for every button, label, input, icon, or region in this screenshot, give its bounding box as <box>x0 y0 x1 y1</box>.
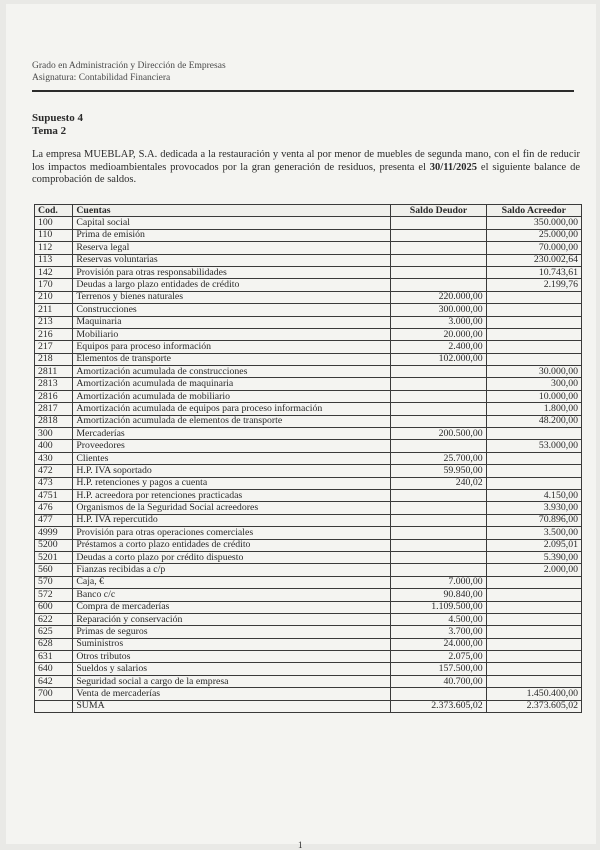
row-credit: 2.095,01 <box>486 539 581 551</box>
row-account: Mercaderías <box>73 428 391 440</box>
row-account: Clientes <box>73 452 391 464</box>
row-credit: 3.500,00 <box>486 527 581 539</box>
row-credit: 1.800,00 <box>486 403 581 415</box>
row-account: H.P. IVA soportado <box>73 465 391 477</box>
row-debit: 102.000,00 <box>391 353 486 365</box>
row-code: 625 <box>35 626 73 638</box>
row-debit <box>391 366 486 378</box>
table-row <box>35 601 582 613</box>
subject-line: Asignatura: Contabilidad Financiera <box>32 73 171 83</box>
row-debit <box>391 527 486 539</box>
row-account: Provisión para otras operaciones comerciales <box>73 527 391 539</box>
total-code <box>35 700 73 712</box>
row-account: Proveedores <box>73 440 391 452</box>
table-header-row <box>35 205 582 217</box>
total-debit: 2.373.605,02 <box>391 700 486 712</box>
row-account: Seguridad social a cargo de la empresa <box>73 675 391 687</box>
row-code: 430 <box>35 452 73 464</box>
row-account: Sueldos y salarios <box>73 663 391 675</box>
row-account: Mobiliario <box>73 328 391 340</box>
row-credit <box>486 613 581 625</box>
row-account: Maquinaria <box>73 316 391 328</box>
trial-balance-table <box>34 204 582 713</box>
row-credit <box>486 638 581 650</box>
row-credit <box>486 589 581 601</box>
row-credit <box>486 304 581 316</box>
table-row <box>35 415 582 427</box>
total-row <box>35 700 582 712</box>
table-row <box>35 502 582 514</box>
table-row <box>35 440 582 452</box>
row-credit: 3.930,00 <box>486 502 581 514</box>
row-debit <box>391 266 486 278</box>
row-account: H.P. retenciones y pagos a cuenta <box>73 477 391 489</box>
row-credit: 300,00 <box>486 378 581 390</box>
row-credit <box>486 626 581 638</box>
row-credit: 70.896,00 <box>486 514 581 526</box>
row-code: 572 <box>35 589 73 601</box>
table-row <box>35 489 582 501</box>
row-credit: 5.390,00 <box>486 551 581 563</box>
row-code: 4751 <box>35 489 73 501</box>
table-row <box>35 663 582 675</box>
row-account: Deudas a corto plazo por crédito dispuesto <box>73 551 391 563</box>
row-code: 300 <box>35 428 73 440</box>
row-code: 170 <box>35 279 73 291</box>
row-account: Caja, € <box>73 576 391 588</box>
row-credit <box>486 428 581 440</box>
row-account: H.P. IVA repercutido <box>73 514 391 526</box>
row-account: Prima de emisión <box>73 229 391 241</box>
document-header <box>32 60 226 84</box>
row-credit: 4.150,00 <box>486 489 581 501</box>
row-account: Deudas a largo plazo entidades de crédito <box>73 279 391 291</box>
table-row <box>35 366 582 378</box>
row-credit: 2.000,00 <box>486 564 581 576</box>
row-debit <box>391 688 486 700</box>
row-debit: 157.500,00 <box>391 663 486 675</box>
row-code: 477 <box>35 514 73 526</box>
row-account: Reparación y conservación <box>73 613 391 625</box>
case-title: Supuesto 4 <box>32 112 84 124</box>
row-debit <box>391 217 486 229</box>
row-code: 560 <box>35 564 73 576</box>
case-heading <box>32 112 83 138</box>
table-row <box>35 229 582 241</box>
table-row <box>35 316 582 328</box>
row-credit: 350.000,00 <box>486 217 581 229</box>
row-account: Reserva legal <box>73 242 391 254</box>
row-debit <box>391 415 486 427</box>
row-account: Construcciones <box>73 304 391 316</box>
row-code: 2817 <box>35 403 73 415</box>
header-code: Cod. <box>35 205 73 217</box>
page-number: 1 <box>298 840 303 850</box>
row-code: 5201 <box>35 551 73 563</box>
row-code: 631 <box>35 651 73 663</box>
row-debit: 2.075,00 <box>391 651 486 663</box>
row-code: 218 <box>35 353 73 365</box>
row-credit: 10.000,00 <box>486 390 581 402</box>
table-body <box>35 217 582 700</box>
row-code: 142 <box>35 266 73 278</box>
row-credit <box>486 465 581 477</box>
table-row <box>35 242 582 254</box>
row-debit <box>391 390 486 402</box>
row-credit: 230.002,64 <box>486 254 581 266</box>
table-row <box>35 403 582 415</box>
table-row <box>35 217 582 229</box>
row-credit <box>486 341 581 353</box>
row-code: 5200 <box>35 539 73 551</box>
table-row <box>35 539 582 551</box>
row-credit: 1.450.400,00 <box>486 688 581 700</box>
header-account: Cuentas <box>73 205 391 217</box>
row-code: 216 <box>35 328 73 340</box>
row-debit: 220.000,00 <box>391 291 486 303</box>
row-account: Equipos para proceso información <box>73 341 391 353</box>
row-credit <box>486 601 581 613</box>
table-row <box>35 291 582 303</box>
row-account: Amortización acumulada de elementos de transporte <box>73 415 391 427</box>
table-row <box>35 514 582 526</box>
table-row <box>35 390 582 402</box>
row-debit <box>391 502 486 514</box>
row-code: 2818 <box>35 415 73 427</box>
row-code: 476 <box>35 502 73 514</box>
row-debit: 1.109.500,00 <box>391 601 486 613</box>
row-debit: 3.000,00 <box>391 316 486 328</box>
table-row <box>35 353 582 365</box>
table-row <box>35 341 582 353</box>
intro-text-end: el siguiente balance de comprobación de saldos. <box>32 161 580 185</box>
row-credit <box>486 477 581 489</box>
row-account: Otros tributos <box>73 651 391 663</box>
row-code: 628 <box>35 638 73 650</box>
row-account: Amortización acumulada de construcciones <box>73 366 391 378</box>
row-debit: 25.700,00 <box>391 452 486 464</box>
table-row <box>35 638 582 650</box>
total-credit: 2.373.605,02 <box>486 700 581 712</box>
row-debit <box>391 403 486 415</box>
row-credit <box>486 576 581 588</box>
row-credit <box>486 651 581 663</box>
table-row <box>35 688 582 700</box>
row-debit: 200.500,00 <box>391 428 486 440</box>
row-account: Provisión para otras responsabilidades <box>73 266 391 278</box>
row-code: 570 <box>35 576 73 588</box>
row-account: Amortización acumulada de mobiliario <box>73 390 391 402</box>
table-row <box>35 589 582 601</box>
row-credit <box>486 291 581 303</box>
row-credit <box>486 328 581 340</box>
row-code: 400 <box>35 440 73 452</box>
table-row <box>35 626 582 638</box>
row-account: Préstamos a corto plazo entidades de crédito <box>73 539 391 551</box>
row-debit: 40.700,00 <box>391 675 486 687</box>
row-credit <box>486 452 581 464</box>
row-credit <box>486 663 581 675</box>
row-code: 640 <box>35 663 73 675</box>
row-debit <box>391 378 486 390</box>
header-credit: Saldo Acreedor <box>486 205 581 217</box>
table-row <box>35 527 582 539</box>
row-debit: 4.500,00 <box>391 613 486 625</box>
row-code: 472 <box>35 465 73 477</box>
table-row <box>35 551 582 563</box>
table-row <box>35 254 582 266</box>
row-account: Suministros <box>73 638 391 650</box>
row-debit <box>391 539 486 551</box>
table-row <box>35 651 582 663</box>
table-row <box>35 675 582 687</box>
total-label: SUMA <box>73 700 391 712</box>
table-row <box>35 428 582 440</box>
row-account: Organismos de la Seguridad Social acreedores <box>73 502 391 514</box>
row-account: H.P. acreedora por retenciones practicadas <box>73 489 391 501</box>
table-row <box>35 465 582 477</box>
row-code: 211 <box>35 304 73 316</box>
table-row <box>35 304 582 316</box>
row-code: 622 <box>35 613 73 625</box>
row-debit <box>391 279 486 291</box>
header-debit: Saldo Deudor <box>391 205 486 217</box>
row-account: Amortización acumulada de equipos para proceso información <box>73 403 391 415</box>
table-row <box>35 266 582 278</box>
row-code: 642 <box>35 675 73 687</box>
row-debit: 3.700,00 <box>391 626 486 638</box>
row-code: 2813 <box>35 378 73 390</box>
row-debit <box>391 564 486 576</box>
row-debit <box>391 440 486 452</box>
document-page <box>6 4 596 850</box>
row-debit: 2.400,00 <box>391 341 486 353</box>
row-code: 2816 <box>35 390 73 402</box>
row-code: 110 <box>35 229 73 241</box>
row-debit <box>391 514 486 526</box>
row-debit: 59.950,00 <box>391 465 486 477</box>
row-debit: 24.000,00 <box>391 638 486 650</box>
row-credit <box>486 316 581 328</box>
row-debit <box>391 551 486 563</box>
row-debit: 20.000,00 <box>391 328 486 340</box>
row-credit: 2.199,76 <box>486 279 581 291</box>
header-divider <box>32 90 574 92</box>
row-account: Reservas voluntarias <box>73 254 391 266</box>
row-credit: 10.743,61 <box>486 266 581 278</box>
row-account: Terrenos y bienes naturales <box>73 291 391 303</box>
row-credit: 53.000,00 <box>486 440 581 452</box>
row-account: Venta de mercaderías <box>73 688 391 700</box>
row-debit <box>391 229 486 241</box>
table-row <box>35 564 582 576</box>
row-account: Capital social <box>73 217 391 229</box>
table-row <box>35 452 582 464</box>
intro-text-start: La empresa MUEBLAP, S.A. dedicada a la restauración y venta al por menor de muebles de segunda mano, con el fin de reducir los impactos medioambientales provocados por la gran generación de residuos, presenta el <box>32 149 580 173</box>
row-code: 600 <box>35 601 73 613</box>
row-account: Fianzas recibidas a c/p <box>73 564 391 576</box>
row-code: 217 <box>35 341 73 353</box>
row-debit: 240,02 <box>391 477 486 489</box>
row-code: 4999 <box>35 527 73 539</box>
row-account: Banco c/c <box>73 589 391 601</box>
row-account: Elementos de transporte <box>73 353 391 365</box>
row-code: 112 <box>35 242 73 254</box>
case-topic: Tema 2 <box>32 125 67 137</box>
row-credit <box>486 675 581 687</box>
row-debit: 7.000,00 <box>391 576 486 588</box>
intro-paragraph <box>32 149 580 187</box>
row-account: Compra de mercaderías <box>73 601 391 613</box>
table-row <box>35 613 582 625</box>
row-account: Primas de seguros <box>73 626 391 638</box>
row-code: 100 <box>35 217 73 229</box>
table-row <box>35 477 582 489</box>
row-code: 213 <box>35 316 73 328</box>
row-code: 473 <box>35 477 73 489</box>
table-row <box>35 279 582 291</box>
degree-line: Grado en Administración y Dirección de Empresas <box>32 61 226 71</box>
row-code: 700 <box>35 688 73 700</box>
row-code: 113 <box>35 254 73 266</box>
row-debit <box>391 242 486 254</box>
row-code: 210 <box>35 291 73 303</box>
row-code: 2811 <box>35 366 73 378</box>
row-credit: 48.200,00 <box>486 415 581 427</box>
table-row <box>35 378 582 390</box>
row-credit: 25.000,00 <box>486 229 581 241</box>
row-debit: 90.840,00 <box>391 589 486 601</box>
row-credit: 30.000,00 <box>486 366 581 378</box>
intro-date: 30/11/2025 <box>429 161 478 173</box>
row-debit: 300.000,00 <box>391 304 486 316</box>
table-row <box>35 328 582 340</box>
row-credit <box>486 353 581 365</box>
row-credit: 70.000,00 <box>486 242 581 254</box>
row-debit <box>391 489 486 501</box>
row-account: Amortización acumulada de maquinaria <box>73 378 391 390</box>
row-debit <box>391 254 486 266</box>
table-row <box>35 576 582 588</box>
